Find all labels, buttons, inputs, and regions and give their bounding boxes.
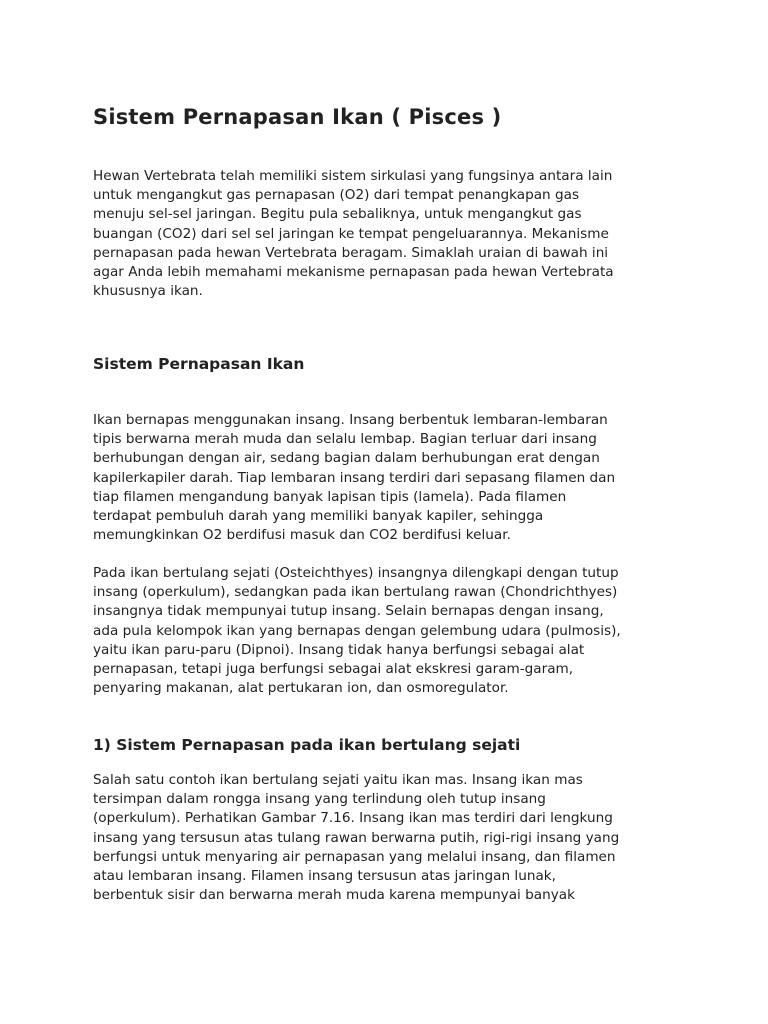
paragraph-line: insang yang tersusun atas tulang rawan berwarna putih, rigi-rigi insang yang <box>93 829 620 846</box>
paragraph-line: Salah satu contoh ikan bertulang sejati yaitu ikan mas. Insang ikan mas <box>93 772 583 788</box>
section-heading: Sistem Pernapasan Ikan <box>93 355 305 373</box>
paragraph-line: yaitu ikan paru-paru (Dipnoi). Insang tidak hanya berfungsi sebagai alat <box>93 641 585 658</box>
paragraph-line: berfungsi untuk menyaring air pernapasan yang melalui insang, dan filamen <box>93 848 616 865</box>
document-title: Sistem Pernapasan Ikan ( Pisces ) <box>93 105 502 129</box>
paragraph-line: ada pula kelompok ikan yang bernapas dengan gelembung udara (pulmosis), <box>93 622 621 639</box>
paragraph-line: Ikan bernapas menggunakan insang. Insang berbentuk lembaran-lembaran <box>93 412 608 428</box>
intro-paragraph <box>93 167 614 301</box>
paragraph-line: terdapat pembuluh darah yang memiliki banyak kapiler, sehingga <box>93 508 544 525</box>
paragraph-line: agar Anda lebih memahami mekanisme pernapasan pada hewan Vertebrata <box>93 264 614 281</box>
paragraph-line: menuju sel-sel jaringan. Begitu pula sebaliknya, untuk mengangkut gas <box>93 206 582 223</box>
paragraph-line: penyaring makanan, alat pertukaran ion, dan osmoregulator. <box>93 680 509 697</box>
paragraph-line: kapilerkapiler darah. Tiap lembaran insang terdiri dari sepasang filamen dan <box>93 469 616 486</box>
paragraph-line: Hewan Vertebrata telah memiliki sistem sirkulasi yang fungsinya antara lain <box>93 168 613 184</box>
paragraph-line: untuk mengangkut gas pernapasan (O2) dari tempat penangkapan gas <box>93 187 580 204</box>
body-paragraph <box>93 411 615 545</box>
paragraph-line: insang (operkulum), sedangkan pada ikan bertulang rawan (Chondrichthyes) <box>93 584 618 601</box>
paragraph-line: buangan (CO2) dari sel sel jaringan ke tempat pengeluarannya. Mekanisme <box>93 225 609 242</box>
paragraph-line: berhubungan dengan air, sedang bagian dalam berhubungan erat dengan <box>93 450 600 467</box>
body-paragraph <box>93 771 619 905</box>
paragraph-line: tipis berwarna merah muda dan selalu lembap. Bagian terluar dari insang <box>93 431 597 448</box>
paragraph-line: tersimpan dalam rongga insang yang terlindung oleh tutup insang <box>93 791 546 808</box>
paragraph-line: insangnya tidak mempunyai tutup insang. Selain bernapas dengan insang, <box>93 603 604 620</box>
paragraph-line: atau lembaran insang. Filamen insang tersusun atas jaringan lunak, <box>93 868 556 885</box>
paragraph-line: khususnya ikan. <box>93 283 203 300</box>
section-heading: 1) Sistem Pernapasan pada ikan bertulang sejati <box>93 736 521 754</box>
paragraph-line: (operkulum). Perhatikan Gambar 7.16. Insang ikan mas terdiri dari lengkung <box>93 810 613 827</box>
paragraph-line: tiap filamen mengandung banyak lapisan tipis (lamela). Pada filamen <box>93 488 567 505</box>
paragraph-line: Pada ikan bertulang sejati (Osteichthyes) insangnya dilengkapi dengan tutup <box>93 565 619 581</box>
body-paragraph <box>93 564 621 698</box>
paragraph-line: berbentuk sisir dan berwarna merah muda karena mempunyai banyak <box>93 887 575 904</box>
paragraph-line: pernapasan pada hewan Vertebrata beragam. Simaklah uraian di bawah ini <box>93 244 609 261</box>
paragraph-line: memungkinkan O2 berdifusi masuk dan CO2 berdifusi keluar. <box>93 527 511 544</box>
paragraph-line: pernapasan, tetapi juga berfungsi sebagai alat ekskresi garam-garam, <box>93 661 574 678</box>
